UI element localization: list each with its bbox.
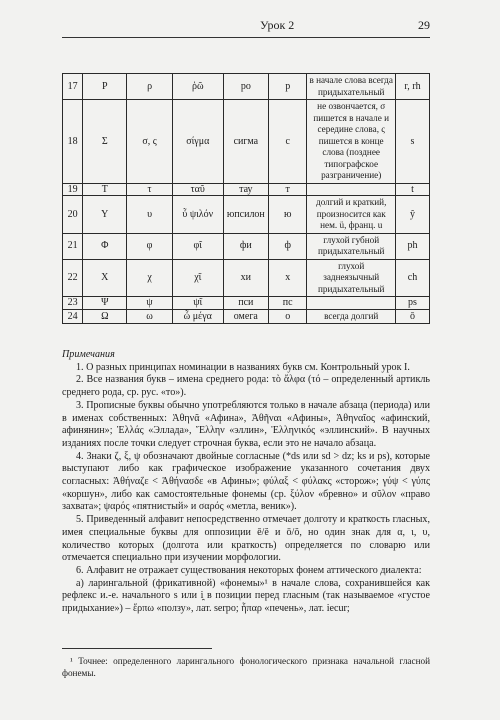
cell-transcription: с bbox=[268, 100, 306, 184]
cell-greek-name: ψῖ bbox=[172, 297, 223, 310]
cell-number: 22 bbox=[63, 259, 83, 297]
note-paragraph: 5. Приведенный алфавит непосредственно отмечает долготу и краткость гласных, имея специальные буквы для оппозиции ē/ĕ и ō/ŏ, но один знак для α, ι, υ, количество которых (долгота или краткость) определяется по словарю или отмечается специально при изучении морфологии. bbox=[62, 514, 430, 564]
note-paragraph: 3. Прописные буквы обычно употребляются только в начале абзаца (периода) или в именах собственных: Ἀθηνᾶ «Афина», Ἀθῆναι «Афины», Ἀθηναῖος «афинский, афинянин»; Ἑλλάς «Эллада», Ἕλλην «эллин», Ἑλληνικός «эллинский». В научных изданиях после точки следует строчная буква, если это не начало абзаца. bbox=[62, 399, 430, 449]
cell-uppercase: Υ bbox=[83, 196, 127, 234]
cell-lowercase: χ bbox=[127, 259, 173, 297]
cell-russian-name: ро bbox=[223, 74, 268, 100]
cell-uppercase: Ψ bbox=[83, 297, 127, 310]
cell-transliteration: t bbox=[395, 183, 429, 196]
cell-lowercase: σ, ς bbox=[127, 100, 173, 184]
page-number: 29 bbox=[418, 18, 430, 32]
cell-transcription: ф bbox=[268, 233, 306, 259]
cell-description: всегда долгий bbox=[307, 309, 396, 324]
cell-transcription: т bbox=[268, 183, 306, 196]
note-paragraph: 1. О разных принципах номинации в названиях букв см. Контрольный урок I. bbox=[76, 361, 410, 373]
header-rule bbox=[62, 37, 430, 38]
cell-greek-name: ταῦ bbox=[172, 183, 223, 196]
cell-transliteration: ph bbox=[395, 233, 429, 259]
cell-russian-name: тау bbox=[223, 183, 268, 196]
note-paragraph: 4. Знаки ζ, ξ, ψ обозначают двойные согласные (*ds или sd > dz; ks и ps), которые выступают либо как графическое изображение указанного сочетания двух согласных: Ἀθήναζε < Ἀθήνασδε «в Афины»; φύλαξ < φύλακς «сторож»; γύψ < γύπς «коршун», либо как самостоятельные фонемы (ср. ξύλον «бревно» и σῦλον «право захвата»; ψαρός «пятнистый» и σαρός «метла, веник»). bbox=[62, 450, 430, 513]
cell-russian-name: пси bbox=[223, 297, 268, 310]
table-row bbox=[63, 297, 430, 310]
cell-transliteration: ch bbox=[395, 259, 429, 297]
cell-greek-name: σίγμα bbox=[172, 100, 223, 184]
note-paragraph: 2. Все названия букв – имена среднего рода: τὸ ἄλφα (τό – определенный артикль среднего рода, ср. рус. «то»). bbox=[62, 374, 430, 399]
cell-number: 18 bbox=[63, 100, 83, 184]
cell-russian-name: юпсилон bbox=[223, 196, 268, 234]
table-row bbox=[63, 100, 430, 184]
note-paragraph: а) ларингальной (фрикативной) «фонемы»¹ в начале слова, сохранившейся как рефлекс и.-е. начального s или i̯ в позиции перед гласным (так называемое «густое придыхание») – ἕρπω «ползу», лат. serpo; ἧπαρ «печень», лат. iecur; bbox=[62, 577, 430, 615]
cell-transliteration: ō bbox=[395, 309, 429, 324]
cell-lowercase: τ bbox=[127, 183, 173, 196]
cell-transliteration: ps bbox=[395, 297, 429, 310]
cell-description: не озвончается, σ пишется в начале и середине слова, ς пишется в конце слова (позднее типографское разграничение) bbox=[307, 100, 396, 184]
cell-lowercase: ω bbox=[127, 309, 173, 324]
cell-lowercase: φ bbox=[127, 233, 173, 259]
cell-lowercase: υ bbox=[127, 196, 173, 234]
cell-number: 17 bbox=[63, 74, 83, 100]
footnote bbox=[62, 655, 430, 679]
table-row bbox=[63, 309, 430, 324]
table-row bbox=[63, 74, 430, 100]
cell-greek-name: φῖ bbox=[172, 233, 223, 259]
running-title: Урок 2 bbox=[260, 18, 295, 32]
cell-description: глухой губной придыхательный bbox=[307, 233, 396, 259]
table-row bbox=[63, 183, 430, 196]
notes-section bbox=[62, 349, 430, 616]
cell-description bbox=[307, 297, 396, 310]
footnote-text: ¹ Точнее: определенного ларингального фонологического признака начальной гласной фонемы. bbox=[62, 656, 430, 678]
table-row bbox=[63, 259, 430, 297]
cell-greek-name: ὦ μέγα bbox=[172, 309, 223, 324]
cell-transcription: ю bbox=[268, 196, 306, 234]
alphabet-table bbox=[62, 73, 430, 324]
cell-number: 20 bbox=[63, 196, 83, 234]
cell-greek-name: ὖ ψιλόν bbox=[172, 196, 223, 234]
cell-uppercase: Φ bbox=[83, 233, 127, 259]
cell-description: в начале слова всегда придыхательный bbox=[307, 74, 396, 100]
cell-russian-name: хи bbox=[223, 259, 268, 297]
cell-transliteration: r, rh bbox=[395, 74, 429, 100]
notes-title: Примечания bbox=[62, 349, 115, 360]
cell-russian-name: сигма bbox=[223, 100, 268, 184]
table-row bbox=[63, 233, 430, 259]
cell-russian-name: фи bbox=[223, 233, 268, 259]
cell-number: 24 bbox=[63, 309, 83, 324]
cell-uppercase: Τ bbox=[83, 183, 127, 196]
cell-transliteration: ŷ bbox=[395, 196, 429, 234]
cell-transliteration: s bbox=[395, 100, 429, 184]
cell-greek-name: ῥῶ bbox=[172, 74, 223, 100]
cell-russian-name: омега bbox=[223, 309, 268, 324]
cell-number: 23 bbox=[63, 297, 83, 310]
cell-description: глухой заднеязычный придыхательный bbox=[307, 259, 396, 297]
footnote-rule bbox=[62, 648, 212, 649]
cell-description: долгий и краткий, произносится как нем. ü, франц. u bbox=[307, 196, 396, 234]
cell-uppercase: Χ bbox=[83, 259, 127, 297]
note-paragraph: 6. Алфавит не отражает существования некоторых фонем аттического диалекта: bbox=[76, 564, 422, 576]
cell-lowercase: ψ bbox=[127, 297, 173, 310]
running-header bbox=[62, 18, 430, 34]
cell-transcription: р bbox=[268, 74, 306, 100]
cell-transcription: х bbox=[268, 259, 306, 297]
cell-transcription: о bbox=[268, 309, 306, 324]
cell-uppercase: Σ bbox=[83, 100, 127, 184]
cell-description bbox=[307, 183, 396, 196]
cell-uppercase: Ρ bbox=[83, 74, 127, 100]
cell-transcription: пс bbox=[268, 297, 306, 310]
cell-greek-name: χῖ bbox=[172, 259, 223, 297]
cell-number: 19 bbox=[63, 183, 83, 196]
table-row bbox=[63, 196, 430, 234]
cell-lowercase: ρ bbox=[127, 74, 173, 100]
cell-uppercase: Ω bbox=[83, 309, 127, 324]
cell-number: 21 bbox=[63, 233, 83, 259]
